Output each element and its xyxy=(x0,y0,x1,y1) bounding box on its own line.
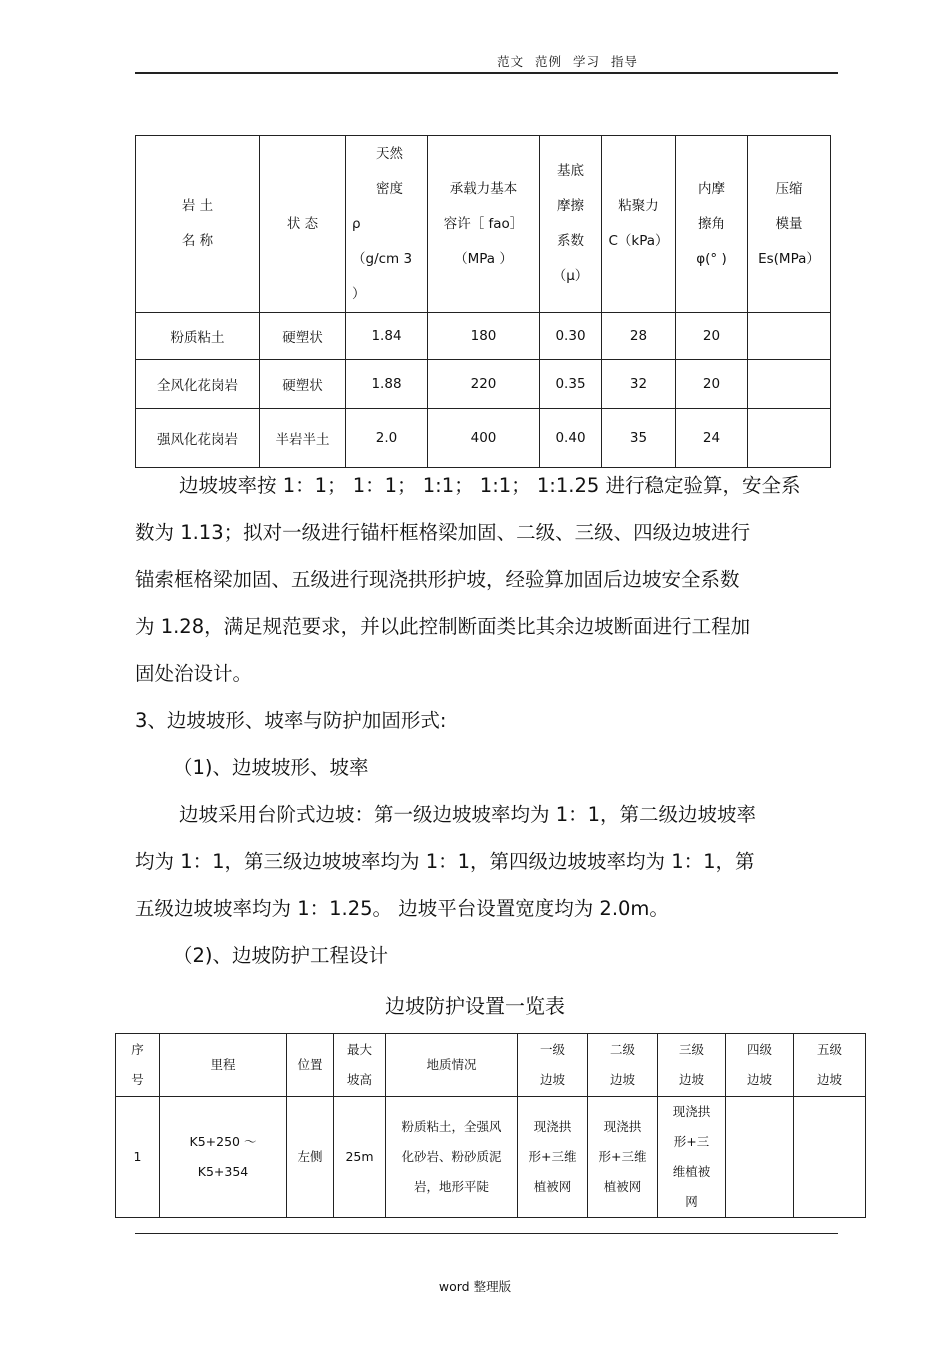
table-cell: 全风化花岗岩 xyxy=(136,360,260,409)
header-cell: 一级 边坡 xyxy=(518,1034,588,1097)
table-cell: 粉质粘土 xyxy=(136,313,260,360)
header-cell: 三级 边坡 xyxy=(658,1034,726,1097)
header-cell: 二级 边坡 xyxy=(588,1034,658,1097)
table-cell: 0.40 xyxy=(540,409,602,468)
paragraph-line: 五级边坡坡率均为 1：1.25。 边坡平台设置宽度均为 2.0m。 xyxy=(135,897,669,920)
table-cell: 24 xyxy=(676,409,748,468)
table-row xyxy=(136,409,831,468)
header-cell: 内摩 擦角 φ(° ) xyxy=(676,136,748,313)
table-cell: 左侧 xyxy=(287,1097,334,1218)
table-cell: 现浇拱 形+三维 植被网 xyxy=(588,1097,658,1218)
table1-header-row xyxy=(136,136,831,313)
table-cell xyxy=(794,1097,866,1218)
table-cell: K5+250 ～ K5+354 xyxy=(160,1097,287,1218)
subsection-heading: （1)、边坡坡形、坡率 xyxy=(173,756,369,779)
page-header xyxy=(135,52,838,74)
header-cell: 压缩 模量 Es(MPa） xyxy=(748,136,831,313)
table-cell: 28 xyxy=(602,313,676,360)
header-cell: 天然 密度 ρ （g/cm 3 ） xyxy=(346,136,428,313)
table-cell: 强风化花岗岩 xyxy=(136,409,260,468)
table2-header-row xyxy=(116,1034,866,1097)
table-cell: 25m xyxy=(334,1097,386,1218)
table-row xyxy=(136,360,831,409)
table-cell: 0.35 xyxy=(540,360,602,409)
header-cell: 四级 边坡 xyxy=(726,1034,794,1097)
header-cell: 基底 摩擦 系数 （μ） xyxy=(540,136,602,313)
paragraph-line: 边坡采用台阶式边坡：第一级边坡坡率均为 1：1，第二级边坡坡率 xyxy=(179,803,757,826)
table-cell xyxy=(748,313,831,360)
table-cell: 220 xyxy=(428,360,540,409)
table-cell xyxy=(748,360,831,409)
table-cell: 1.84 xyxy=(346,313,428,360)
subsection-heading: （2)、边坡防护工程设计 xyxy=(173,944,389,967)
header-cell: 粘聚力 C（kPa） xyxy=(602,136,676,313)
table-cell: 180 xyxy=(428,313,540,360)
table-row xyxy=(116,1097,866,1218)
table-row xyxy=(136,313,831,360)
paragraph-line: 锚索框格梁加固、五级进行现浇拱形护坡，经验算加固后边坡安全系数 xyxy=(135,568,740,591)
rock-soil-parameters-table xyxy=(135,135,831,468)
table-cell xyxy=(726,1097,794,1218)
table-cell: 35 xyxy=(602,409,676,468)
header-cell: 位置 xyxy=(287,1034,334,1097)
table-cell: 1 xyxy=(116,1097,160,1218)
header-cell: 地质情况 xyxy=(386,1034,518,1097)
table-cell: 粉质粘土，全强风 化砂岩、粉砂质泥 岩，地形平陡 xyxy=(386,1097,518,1218)
table-cell: 半岩半土 xyxy=(260,409,346,468)
header-cell: 岩 土 名 称 xyxy=(136,136,260,313)
footer-divider xyxy=(135,1233,838,1234)
table-cell: 硬塑状 xyxy=(260,313,346,360)
paragraph-line: 边坡坡率按 1：1； 1：1； 1:1； 1:1； 1:1.25 进行稳定验算，安全系 xyxy=(179,474,801,497)
table-cell: 2.0 xyxy=(346,409,428,468)
header-cell: 承载力基本 容许［ fao］ （MPa ） xyxy=(428,136,540,313)
header-cell: 序 号 xyxy=(116,1034,160,1097)
header-cell: 五级 边坡 xyxy=(794,1034,866,1097)
table-cell: 0.30 xyxy=(540,313,602,360)
table-cell: 400 xyxy=(428,409,540,468)
paragraph-line: 数为 1.13；拟对一级进行锚杆框格梁加固、二级、三级、四级边坡进行 xyxy=(135,521,751,544)
body-text xyxy=(135,462,835,979)
table-cell: 现浇拱 形+三维 植被网 xyxy=(518,1097,588,1218)
table-cell: 32 xyxy=(602,360,676,409)
paragraph-line: 固处治设计。 xyxy=(135,662,253,685)
table-cell: 20 xyxy=(676,360,748,409)
slope-protection-table xyxy=(115,1033,866,1218)
table-caption: 边坡防护设置一览表 xyxy=(385,994,565,1018)
table-cell: 1.88 xyxy=(346,360,428,409)
section-heading: 3、边坡坡形、坡率与防护加固形式: xyxy=(135,709,447,732)
table-cell: 现浇拱 形+三 维植被 网 xyxy=(658,1097,726,1218)
header-cell: 最大 坡高 xyxy=(334,1034,386,1097)
paragraph-line: 均为 1：1，第三级边坡坡率均为 1：1，第四级边坡坡率均为 1：1，第 xyxy=(135,850,755,873)
page-footer: word 整理版 xyxy=(438,1279,512,1294)
header-cell: 状 态 xyxy=(260,136,346,313)
header-text: 范文 范例 学习 指导 xyxy=(497,54,638,69)
table-cell: 硬塑状 xyxy=(260,360,346,409)
table-cell: 20 xyxy=(676,313,748,360)
table-cell xyxy=(748,409,831,468)
paragraph-line: 为 1.28，满足规范要求，并以此控制断面类比其余边坡断面进行工程加 xyxy=(135,615,751,638)
header-cell: 里程 xyxy=(160,1034,287,1097)
